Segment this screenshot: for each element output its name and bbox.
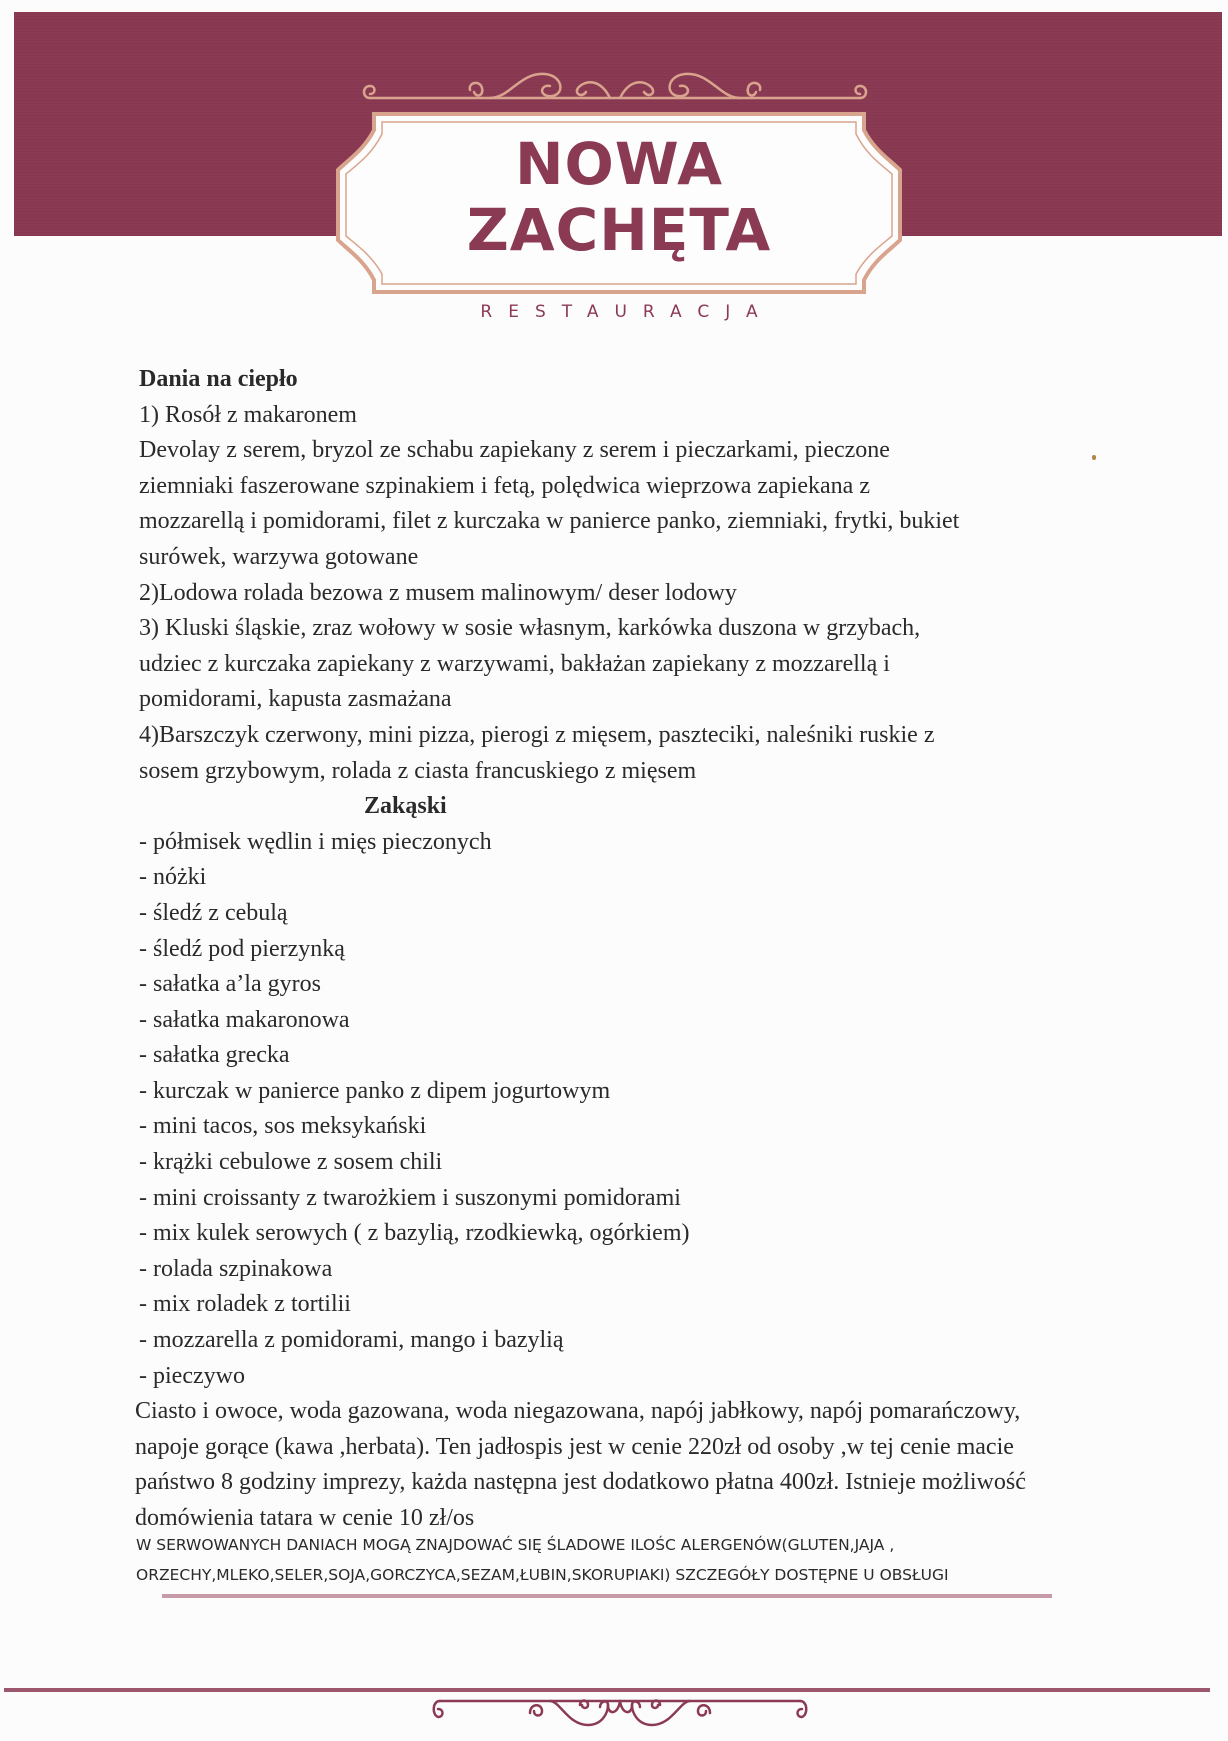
section-title-hot-dishes: Dania na ciepło: [139, 366, 298, 392]
appetizer-item: - rolada szpinakowa: [139, 1255, 333, 1282]
appetizer-item: - mix roladek z tortilii: [139, 1291, 351, 1318]
appetizer-item: - mozzarella z pomidorami, mango i bazylią: [139, 1327, 564, 1354]
footer-note-line: Ciasto i owoce, woda gazowana, woda niegazowana, napój jabłkowy, napój pomarańczowy,: [135, 1398, 1021, 1425]
logo-subtitle: RESTAURACJA: [480, 302, 774, 322]
top-ornament-icon: [360, 68, 870, 108]
appetizer-item: - kurczak w panierce panko z dipem jogurtowym: [139, 1077, 611, 1104]
appetizer-item: - sałatka grecka: [139, 1042, 290, 1069]
footer-note-line: napoje gorące (kawa ,herbata). Ten jadłospis jest w cenie 220zł od osoby ,w tej cenie macie: [135, 1433, 1014, 1460]
appetizer-item: - sałatka makaronowa: [139, 1006, 350, 1033]
appetizer-item: - mini tacos, sos meksykański: [139, 1113, 427, 1140]
menu-line: Devolay z serem, bryzol ze schabu zapiekany z serem i pieczarkami, pieczone: [139, 437, 890, 464]
appetizer-item: - śledź pod pierzynką: [139, 935, 345, 962]
menu-line: 1) Rosół z makaronem: [139, 401, 357, 428]
allergen-notice: [136, 1530, 1096, 1590]
menu-line: pomidorami, kapusta zasmażana: [139, 686, 452, 713]
divider-short: [162, 1594, 1052, 1598]
menu-line: 3) Kluski śląskie, zraz wołowy w sosie własnym, karkówka duszona w grzybach,: [139, 615, 921, 642]
menu-line: mozzarellą i pomidorami, filet z kurczaka w panierce panko, ziemniaki, frytki, bukiet: [139, 508, 960, 535]
menu-line: 4)Barszczyk czerwony, mini pizza, pierogi z mięsem, paszteciki, naleśniki ruskie z: [139, 721, 935, 748]
menu-line: 2)Lodowa rolada bezowa z musem malinowym/ deser lodowy: [139, 579, 737, 606]
section-title-appetizers: Zakąski: [364, 793, 447, 820]
footer-note-line: domówienia tatara w cenie 10 zł/os: [135, 1505, 475, 1531]
menu-line: surówek, warzywa gotowane: [139, 543, 419, 570]
appetizer-item: - mini croissanty z twarożkiem i suszonymi pomidorami: [139, 1184, 681, 1211]
allergen-line: ORZECHY,MLEKO,SELER,SOJA,GORCZYCA,SEZAM,ŁUBIN,SKORUPIAKI) SZCZEGÓŁY DOSTĘPNE U OBSŁUGI: [136, 1566, 949, 1584]
appetizer-item: - półmisek wędlin i mięs pieczonych: [139, 828, 492, 855]
menu-line: udziec z kurczaka zapiekany z warzywami, bakłażan zapiekany z mozzarellą i: [139, 650, 890, 677]
appetizer-item: - śledź z cebulą: [139, 899, 288, 926]
divider-long: [4, 1688, 1210, 1692]
allergen-line: W SERWOWANYCH DANIACH MOGĄ ZNAJDOWAĆ SIĘ ŚLADOWE ILOŚC ALERGENÓW(GLUTEN,JAJA ,: [136, 1536, 895, 1554]
menu-line: sosem grzybowym, rolada z ciasta francuskiego z mięsem: [139, 757, 697, 784]
appetizer-item: - nóżki: [139, 864, 207, 891]
appetizer-item: - pieczywo: [139, 1362, 245, 1389]
logo-title-line2: ZACHĘTA: [466, 196, 772, 264]
menu-line: ziemniaki faszerowane szpinakiem i fetą, polędwica wieprzowa zapiekana z: [139, 472, 870, 499]
logo-title-line1: NOWA: [514, 130, 724, 198]
footer-note-line: państwo 8 godziny imprezy, każda następna jest dodatkowo płatna 400zł. Istnieje możliwość: [135, 1469, 1026, 1496]
bottom-ornament-icon: [430, 1695, 810, 1731]
appetizer-item: - mix kulek serowych ( z bazylią, rzodkiewką, ogórkiem): [139, 1220, 690, 1247]
appetizer-item: - krążki cebulowe z sosem chili: [139, 1149, 443, 1176]
menu-content: [135, 362, 1099, 1537]
appetizer-item: - sałatka a’la gyros: [139, 971, 321, 998]
